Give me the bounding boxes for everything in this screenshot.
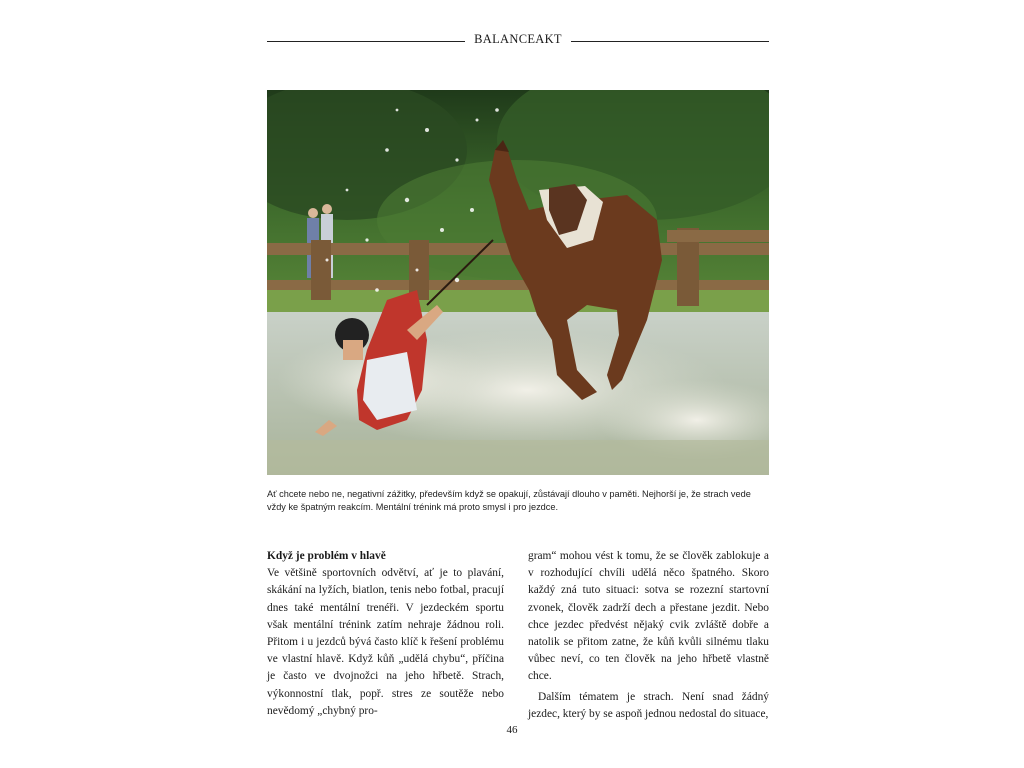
body-paragraph: Dalším tématem je strach. Není snad žádný jezdec, který by se aspoň jednou nedostal do situace, bbox=[528, 690, 769, 720]
photo-horse-rider-fall-water bbox=[267, 90, 769, 475]
body-paragraph: gram“ mohou vést k tomu, že se člověk zablokuje a v rozhodující chvíli udělá něco špatného. Skoro každý zná tuto situaci: sotva se rozezní startovní zvonek, člověk zadrží dech a přestane jezdit. Nebo chce jezdec předvést nějaký cvik zvláště dobře a natolik se přitom zatne, že kůň kvůli silnému tlaku vůbec neví, co ten člověk na jeho hřbetě vlastně chce. bbox=[528, 550, 769, 683]
section-heading: Když je problém v hlavě bbox=[267, 550, 386, 562]
body-paragraph: Ve většině sportovních odvětví, ať je to plavání, skákání na lyžích, biatlon, tenis nebo fotbal, pracují dnes také mentální trenéři. V jezdeckém sportu však mentální trénink zatím nehraje žádnou roli. Přitom i u jezdců bývá často klíč k řešení problému ve vlastní hlavě. Když kůň „udělá chybu“, příčina je často ve dvojnožci na jeho hřbetě. Strach, výkonnostní tlak, popř. stres ze soutěže nebo nevědomý „chybný pro- bbox=[267, 567, 504, 717]
text-column-right bbox=[528, 548, 769, 723]
photo-caption: Ať chcete nebo ne, negativní zážitky, především když se opakují, zůstávají dlouho v paměti. Nejhorší je, že strach vede vždy ke špatným reakcím. Mentální trénink má proto smysl i pro jezdce. bbox=[267, 489, 751, 512]
header-rule-right bbox=[571, 41, 769, 42]
page-number: 46 bbox=[506, 724, 518, 736]
running-title: BALANCEAKT bbox=[474, 32, 562, 46]
running-header bbox=[267, 32, 769, 52]
text-column-left bbox=[267, 548, 504, 720]
